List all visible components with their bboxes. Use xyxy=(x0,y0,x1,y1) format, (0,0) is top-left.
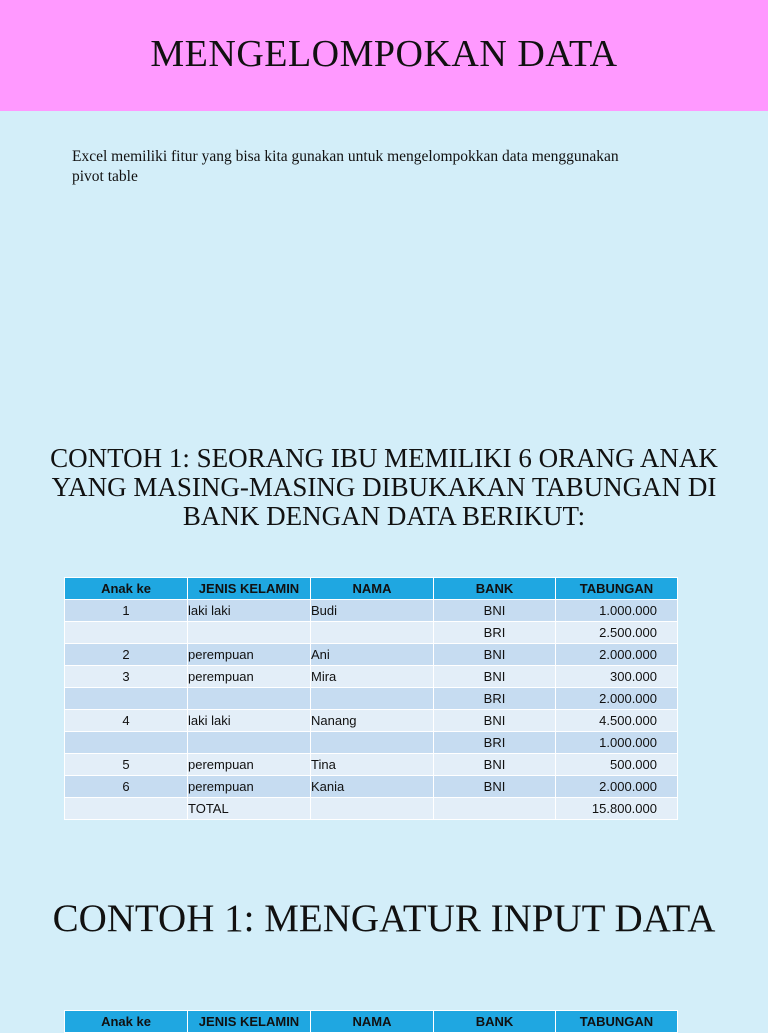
table-row xyxy=(65,688,678,710)
cell-jenis-kelamin xyxy=(188,622,311,644)
cell-bank: BNI xyxy=(434,644,556,666)
cell-tabungan: 1.000.000 xyxy=(556,600,678,622)
table-row xyxy=(65,644,678,666)
cell-tabungan: 300.000 xyxy=(556,666,678,688)
table-row xyxy=(65,666,678,688)
cell-anak-ke xyxy=(65,732,188,754)
cell-nama: Tina xyxy=(311,754,434,776)
cell-jenis-kelamin: laki laki xyxy=(188,600,311,622)
cell-bank: BNI xyxy=(434,776,556,798)
page-title: MENGELOMPOKAN DATA xyxy=(150,33,618,75)
cell-tabungan: 4.500.000 xyxy=(556,710,678,732)
title-banner xyxy=(0,0,768,111)
header-tabungan: TABUNGAN xyxy=(556,1011,678,1033)
header-bank: BANK xyxy=(434,1011,556,1033)
cell-jenis-kelamin: TOTAL xyxy=(188,798,311,820)
cell-bank: BRI xyxy=(434,688,556,710)
cell-nama: Mira xyxy=(311,666,434,688)
header-anak-ke: Anak ke xyxy=(65,1011,188,1033)
header-bank: BANK xyxy=(434,578,556,600)
cell-anak-ke: 1 xyxy=(65,600,188,622)
cell-anak-ke xyxy=(65,688,188,710)
cell-nama: Ani xyxy=(311,644,434,666)
cell-anak-ke: 2 xyxy=(65,644,188,666)
intro-text: Excel memiliki fitur yang bisa kita gunakan untuk mengelompokkan data menggunakan pivot table xyxy=(72,148,619,185)
cell-nama: Budi xyxy=(311,600,434,622)
example-1-heading: CONTOH 1: SEORANG IBU MEMILIKI 6 ORANG ANAK YANG MASING-MASING DIBUKAKAN TABUNGAN DI BANK DENGAN DATA BERIKUT: xyxy=(50,443,718,531)
cell-anak-ke xyxy=(65,798,188,820)
cell-tabungan: 2.500.000 xyxy=(556,622,678,644)
table-row xyxy=(65,600,678,622)
cell-tabungan: 2.000.000 xyxy=(556,688,678,710)
cell-tabungan: 500.000 xyxy=(556,754,678,776)
cell-bank xyxy=(434,798,556,820)
cell-nama xyxy=(311,798,434,820)
cell-nama: Kania xyxy=(311,776,434,798)
cell-nama xyxy=(311,622,434,644)
input-table xyxy=(64,1010,678,1033)
cell-anak-ke: 6 xyxy=(65,776,188,798)
table-row xyxy=(65,754,678,776)
cell-tabungan: 1.000.000 xyxy=(556,732,678,754)
header-nama: NAMA xyxy=(311,578,434,600)
cell-nama xyxy=(311,732,434,754)
cell-anak-ke: 5 xyxy=(65,754,188,776)
cell-anak-ke xyxy=(65,622,188,644)
savings-table xyxy=(64,577,678,820)
cell-anak-ke: 4 xyxy=(65,710,188,732)
table-row xyxy=(65,622,678,644)
cell-tabungan: 2.000.000 xyxy=(556,644,678,666)
header-nama: NAMA xyxy=(311,1011,434,1033)
table-row xyxy=(65,710,678,732)
cell-bank: BNI xyxy=(434,666,556,688)
cell-bank: BNI xyxy=(434,710,556,732)
header-jenis-kelamin: JENIS KELAMIN xyxy=(188,578,311,600)
cell-bank: BRI xyxy=(434,622,556,644)
cell-jenis-kelamin: perempuan xyxy=(188,666,311,688)
cell-jenis-kelamin xyxy=(188,688,311,710)
header-tabungan: TABUNGAN xyxy=(556,578,678,600)
cell-anak-ke: 3 xyxy=(65,666,188,688)
header-anak-ke: Anak ke xyxy=(65,578,188,600)
cell-jenis-kelamin: perempuan xyxy=(188,644,311,666)
table-row xyxy=(65,798,678,820)
table-header-row xyxy=(65,1011,678,1033)
table-header-row xyxy=(65,578,678,600)
cell-jenis-kelamin: perempuan xyxy=(188,754,311,776)
table-row xyxy=(65,776,678,798)
cell-tabungan: 15.800.000 xyxy=(556,798,678,820)
cell-jenis-kelamin xyxy=(188,732,311,754)
cell-nama xyxy=(311,688,434,710)
table-row xyxy=(65,732,678,754)
cell-bank: BNI xyxy=(434,754,556,776)
example-2-heading: CONTOH 1: MENGATUR INPUT DATA xyxy=(52,897,716,940)
cell-nama: Nanang xyxy=(311,710,434,732)
cell-bank: BRI xyxy=(434,732,556,754)
cell-jenis-kelamin: laki laki xyxy=(188,710,311,732)
header-jenis-kelamin: JENIS KELAMIN xyxy=(188,1011,311,1033)
cell-tabungan: 2.000.000 xyxy=(556,776,678,798)
cell-jenis-kelamin: perempuan xyxy=(188,776,311,798)
cell-bank: BNI xyxy=(434,600,556,622)
